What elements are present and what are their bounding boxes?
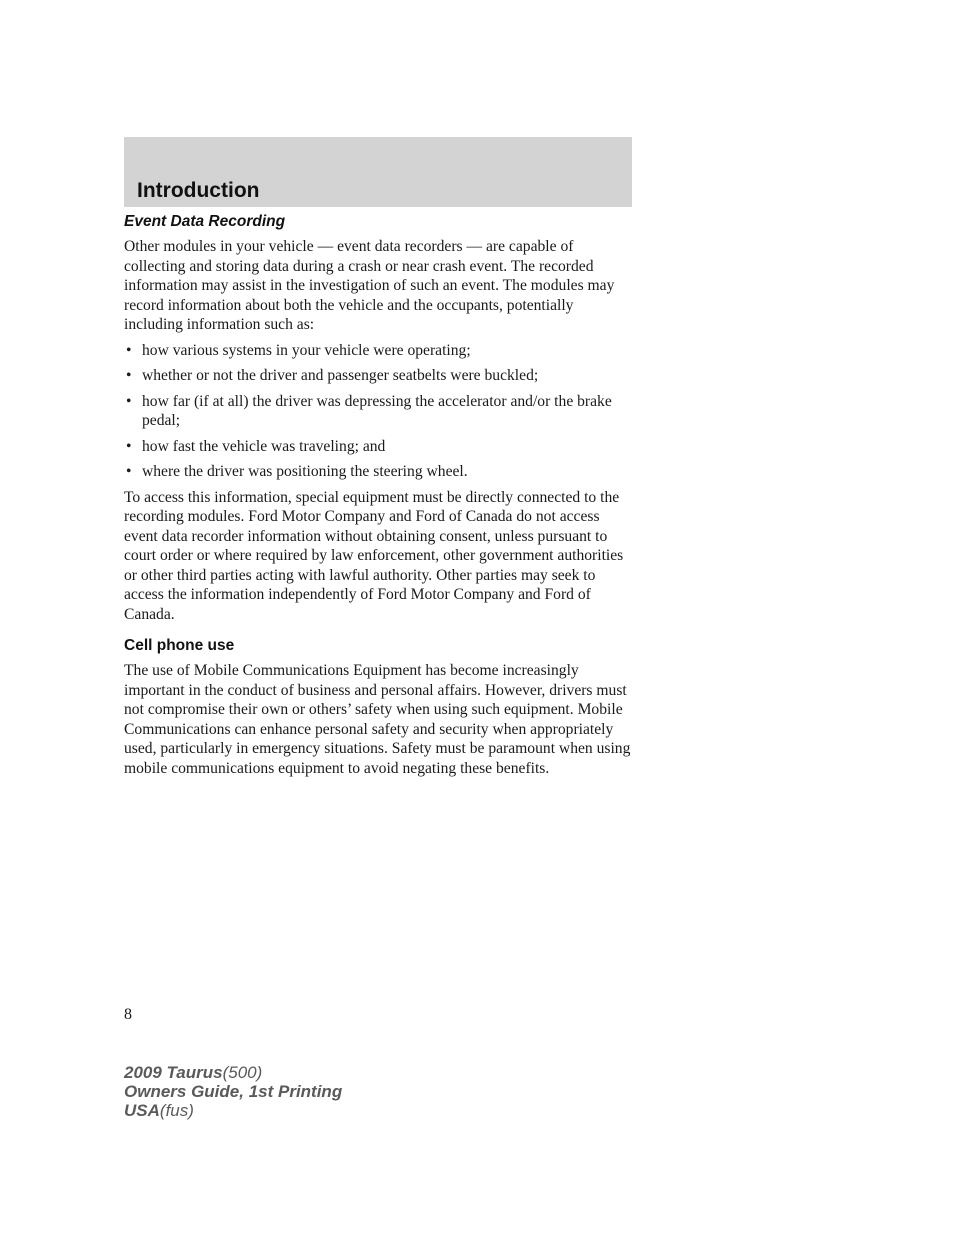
list-item (124, 462, 634, 482)
list-item (124, 392, 634, 431)
bullet-icon: • (126, 437, 132, 455)
print-footer (124, 1063, 342, 1120)
list-item (124, 366, 634, 386)
section-title: Introduction (137, 179, 260, 202)
page-content (124, 212, 634, 784)
list-item-text: how fast the vehicle was traveling; and (142, 437, 386, 455)
footer-line-market (124, 1101, 342, 1120)
list-item-text: whether or not the driver and passenger seatbelts were buckled; (142, 367, 539, 384)
bullet-icon: • (126, 367, 132, 384)
footer-market-code: (fus) (159, 1101, 194, 1120)
list-item-text: where the driver was positioning the steering wheel. (142, 463, 468, 480)
list-item (124, 341, 634, 361)
section-header-band (124, 137, 632, 207)
footer-line-model (124, 1063, 342, 1082)
list-item-text: how various systems in your vehicle were operating; (142, 341, 471, 359)
bullet-icon: • (126, 463, 132, 480)
cell-phone-body: The use of Mobile Communications Equipment has become increasingly important in the conduct of business and personal affairs. However, drivers must not compromise their own or others’ safety when using such equipment. Mobile Communications can enhance personal safety and security when appropriately used, particularly in emergency situations. Safety must be paramount when using mobile communications equipment to avoid negating these benefits. (124, 662, 631, 777)
event-data-heading: Event Data Recording (124, 213, 286, 230)
footer-line-printing: Owners Guide, 1st Printing (124, 1082, 343, 1101)
bullet-icon: • (126, 341, 132, 359)
footer-model-code: (500) (222, 1063, 263, 1082)
bullet-icon: • (126, 392, 132, 410)
footer-model-year: 2009 Taurus (124, 1063, 223, 1082)
cell-phone-heading: Cell phone use (124, 637, 235, 654)
list-item-text: how far (if at all) the driver was depressing the accelerator and/or the brake pedal; (142, 392, 612, 429)
event-data-bullet-list (124, 341, 634, 482)
event-data-intro: Other modules in your vehicle — event data recorders — are capable of collecting and storing data during a crash or near crash event. The recorded information may assist in the investigation of such an event. The modules may record information about both the vehicle and the occupants, potentially including information such as: (124, 238, 615, 333)
footer-market: USA (124, 1101, 160, 1120)
list-item (124, 437, 634, 457)
event-data-access-paragraph: To access this information, special equipment must be directly connected to the recording modules. Ford Motor Company and Ford of Canada do not access event data recorder information without obtaining consent, unless pursuant to court order or where required by law enforcement, other government authorities or other third parties acting with lawful authority. Other parties may seek to access the information independently of Ford Motor Company and Ford of Canada. (124, 488, 624, 623)
page-number: 8 (124, 1006, 132, 1023)
